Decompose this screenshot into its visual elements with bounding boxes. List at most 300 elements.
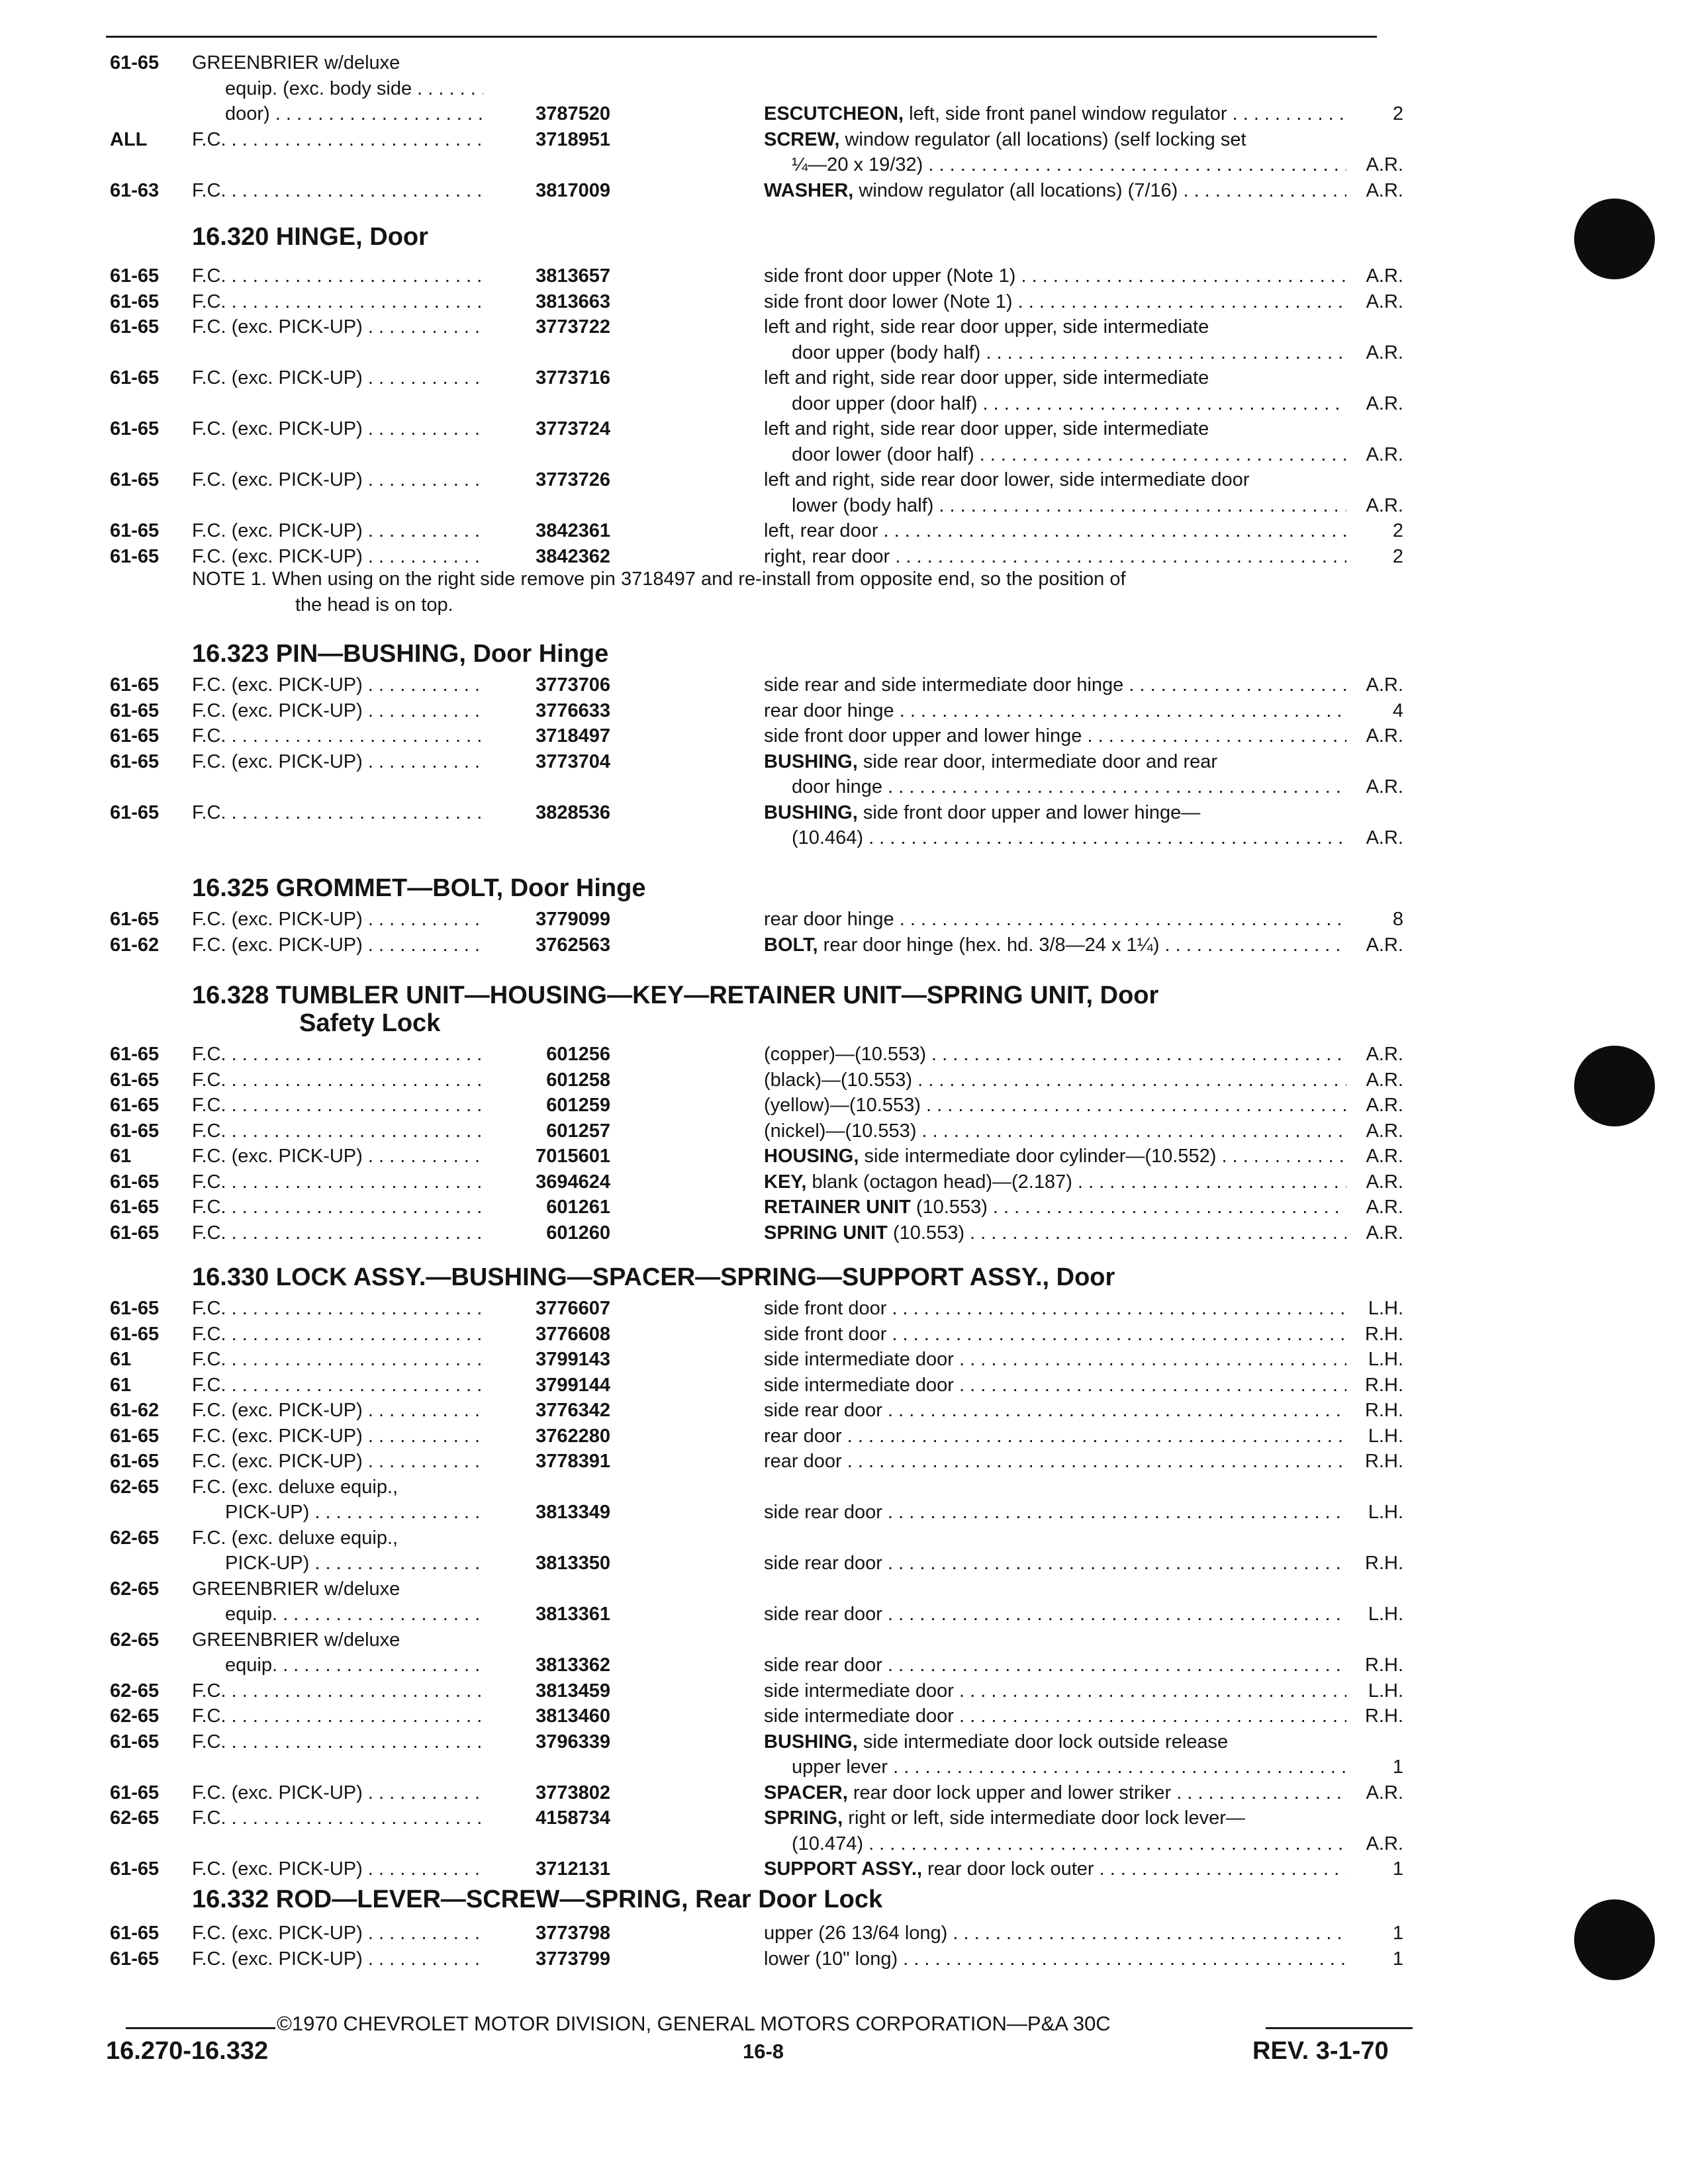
description [764, 1118, 1346, 1144]
quantity: A.R. [1366, 776, 1403, 797]
footer-page-number: 16-8 [743, 2040, 784, 2063]
description-text: right, rear door [764, 545, 890, 567]
model-years: 62-65 [110, 1578, 160, 1600]
description-text: side intermediate door lock outside release [857, 1731, 1229, 1752]
part-number: 3813459 [536, 1680, 610, 1702]
quantity: A.R. [1366, 392, 1403, 414]
application: F.C. . . . [192, 1347, 483, 1372]
description [764, 723, 1346, 749]
description [764, 1551, 1346, 1576]
catalog-row [0, 1347, 1688, 1373]
description-continued: door lower (door half) . . . [792, 442, 1346, 467]
catalog-row [0, 416, 1688, 443]
description-keyword: BUSHING, [764, 801, 858, 823]
part-number: 3842361 [536, 520, 610, 541]
model-years: 62-65 [110, 1807, 160, 1829]
part-number: 3762280 [536, 1425, 610, 1447]
application: F.C. . . . [192, 1220, 483, 1246]
description-text: right or left, side intermediate door lock lever— [843, 1807, 1245, 1829]
catalog-row [0, 101, 1688, 128]
quantity: A.R. [1366, 1120, 1403, 1142]
application: F.C. (exc. deluxe equip., [192, 1527, 399, 1549]
description [764, 416, 1346, 441]
application: F.C. . . . [192, 1678, 483, 1704]
description [764, 263, 1346, 289]
catalog-row [0, 1678, 1688, 1705]
quantity: A.R. [1366, 265, 1403, 287]
catalog-row [0, 1805, 1688, 1832]
catalog-row [0, 1144, 1688, 1170]
quantity: 2 [1392, 103, 1403, 124]
description [764, 127, 1346, 152]
application: F.C. . . . [192, 263, 483, 289]
part-number: 3779099 [536, 909, 610, 930]
application: F.C. . . . [192, 1296, 483, 1321]
description-text: side front door upper (Note 1) [764, 265, 1016, 287]
model-years: 61-65 [110, 1858, 160, 1880]
description-continued: (10.474) . . . [792, 1831, 1346, 1856]
description-text: rear door hinge (hex. hd. 3/8—24 x 1¼) [818, 934, 1160, 956]
section-heading-continued: Safety Lock [299, 1009, 441, 1037]
description [764, 178, 1346, 203]
part-number: 3776608 [536, 1323, 610, 1345]
catalog-row [0, 178, 1688, 205]
quantity: A.R. [1366, 443, 1403, 465]
catalog-row [0, 907, 1688, 933]
catalog-row [0, 1729, 1688, 1756]
section-heading: 16.330 LOCK ASSY.—BUSHING—SPACER—SPRING—SUPPORT ASSY., Door [192, 1263, 1115, 1291]
part-number: 601257 [546, 1120, 610, 1142]
part-number: 601258 [546, 1069, 610, 1091]
catalog-row [0, 152, 1688, 179]
part-number: 4158734 [536, 1807, 610, 1829]
quantity: A.R. [1366, 1197, 1403, 1218]
description-text: side rear door [764, 1655, 882, 1676]
model-years: 61-65 [110, 367, 160, 388]
quantity: R.H. [1365, 1451, 1403, 1472]
description-text: blank (octagon head)—(2.187) [806, 1171, 1072, 1193]
application: F.C. (exc. PICK-UP) . . . [192, 907, 483, 932]
description-text: side intermediate door [764, 1349, 954, 1370]
model-years: 61 [110, 1349, 132, 1370]
part-number: 3778391 [536, 1451, 610, 1472]
description-text: side rear and side intermediate door hinge [764, 674, 1124, 696]
description-continued: (10.464) . . . [792, 825, 1346, 850]
model-years: 61-65 [110, 1425, 160, 1447]
model-years: 62-65 [110, 1680, 160, 1702]
application: F.C. . . . [192, 178, 483, 203]
part-number: 3796339 [536, 1731, 610, 1752]
description [764, 1780, 1346, 1805]
application: F.C. (exc. PICK-UP) . . . [192, 1144, 483, 1169]
model-years: 61-65 [110, 1323, 160, 1345]
catalog-row [0, 1220, 1688, 1247]
application: F.C. . . . [192, 1195, 483, 1220]
application-continued: equip. . . . [225, 1602, 483, 1627]
description [764, 1921, 1346, 1946]
model-years: 61-65 [110, 1923, 160, 1944]
footer-copyright: ©1970 CHEVROLET MOTOR DIVISION, GENERAL MOTORS CORPORATION—P&A 30C [277, 2012, 1111, 2035]
model-years: 61-65 [110, 700, 160, 721]
application: F.C. (exc. deluxe equip., [192, 1476, 399, 1498]
catalog-row [0, 698, 1688, 725]
description-text: (black)—(10.553) [764, 1069, 913, 1091]
catalog-row [0, 1424, 1688, 1450]
application: F.C. (exc. PICK-UP) . . . [192, 467, 483, 492]
catalog-row [0, 50, 1688, 77]
description [764, 289, 1346, 314]
quantity: A.R. [1366, 1833, 1403, 1854]
application: F.C. (exc. PICK-UP) . . . [192, 933, 483, 958]
application: F.C. (exc. PICK-UP) . . . [192, 1780, 483, 1805]
quantity: A.R. [1366, 1069, 1403, 1091]
description-text: (10.553) [910, 1197, 988, 1218]
catalog-row [0, 493, 1688, 520]
application: F.C. . . . [192, 1118, 483, 1144]
catalog-row [0, 314, 1688, 341]
catalog-row [0, 1780, 1688, 1807]
model-years: 61-65 [110, 909, 160, 930]
application: GREENBRIER w/deluxe [192, 1629, 400, 1651]
catalog-row [0, 1856, 1688, 1883]
catalog-row [0, 1754, 1688, 1781]
section-note-continued: the head is on top. [295, 594, 453, 615]
part-number: 3718951 [536, 128, 610, 150]
model-years: 61-65 [110, 1069, 160, 1091]
quantity: R.H. [1365, 1400, 1403, 1421]
part-number: 3799144 [536, 1374, 610, 1396]
description-text: rear door [764, 1425, 842, 1447]
quantity: L.H. [1368, 1349, 1403, 1370]
description-text: side intermediate door cylinder—(10.552) [859, 1146, 1217, 1167]
model-years: 61-65 [110, 1782, 160, 1803]
model-years: 61-65 [110, 316, 160, 338]
part-number: 3773706 [536, 674, 610, 696]
section-heading: 16.328 TUMBLER UNIT—HOUSING—KEY—RETAINER UNIT—SPRING UNIT, Door [192, 981, 1159, 1009]
description [764, 314, 1346, 340]
catalog-row [0, 1169, 1688, 1196]
description [764, 1169, 1346, 1195]
footer-rule-right [1266, 2027, 1413, 2029]
section-note: NOTE 1. When using on the right side remove pin 3718497 and re-install from opposite end, so the position of [192, 569, 1126, 590]
part-number: 3813663 [536, 291, 610, 312]
description-keyword: BOLT, [764, 934, 818, 956]
application: F.C. (exc. PICK-UP) . . . [192, 749, 483, 774]
quantity: L.H. [1368, 1502, 1403, 1523]
application-continued: equip. (exc. body side . . . [225, 76, 483, 101]
quantity: R.H. [1365, 1323, 1403, 1345]
part-number: 3776607 [536, 1298, 610, 1319]
description-keyword: KEY, [764, 1171, 807, 1193]
description-text: side intermediate door [764, 1374, 954, 1396]
part-number: 601256 [546, 1044, 610, 1065]
application-continued: equip. . . . [225, 1653, 483, 1678]
part-number: 3813657 [536, 265, 610, 287]
description-keyword: HOUSING, [764, 1146, 859, 1167]
catalog-row [0, 1500, 1688, 1526]
quantity: A.R. [1366, 827, 1403, 848]
quantity: A.R. [1366, 1222, 1403, 1244]
description-text: (10.553) [887, 1222, 964, 1244]
quantity: 1 [1392, 1948, 1403, 1970]
quantity: L.H. [1368, 1680, 1403, 1702]
quantity: A.R. [1366, 674, 1403, 696]
quantity: A.R. [1366, 494, 1403, 516]
description [764, 1322, 1346, 1347]
description-text: side rear door [764, 1400, 882, 1421]
model-years: 61-65 [110, 1222, 160, 1244]
part-number: 3813361 [536, 1604, 610, 1625]
catalog-row [0, 442, 1688, 469]
quantity: 1 [1392, 1756, 1403, 1778]
catalog-row [0, 467, 1688, 494]
catalog-row [0, 391, 1688, 418]
quantity: A.R. [1366, 1044, 1403, 1065]
footer-section-range: 16.270-16.332 [106, 2037, 269, 2065]
model-years: 61-65 [110, 725, 160, 747]
description-text: side rear door, intermediate door and rear [857, 751, 1218, 772]
part-number: 3813362 [536, 1655, 610, 1676]
description-text: (yellow)—(10.553) [764, 1095, 921, 1116]
description [764, 1220, 1346, 1246]
description-keyword: SCREW, [764, 128, 840, 150]
catalog-row [0, 1602, 1688, 1628]
model-years: 62-65 [110, 1706, 160, 1727]
description [764, 1195, 1346, 1220]
catalog-row [0, 263, 1688, 290]
application: F.C. (exc. PICK-UP) . . . [192, 1946, 483, 1972]
model-years: 61-65 [110, 1120, 160, 1142]
application: GREENBRIER w/deluxe [192, 52, 400, 73]
description-text: upper (26 13/64 long) [764, 1923, 948, 1944]
part-number: 3773724 [536, 418, 610, 439]
description [764, 1373, 1346, 1398]
description-text: (nickel)—(10.553) [764, 1120, 917, 1142]
part-number: 3776633 [536, 700, 610, 721]
application: F.C. . . . [192, 1068, 483, 1093]
description-text: side front door upper and lower hinge [764, 725, 1082, 747]
description [764, 1729, 1346, 1754]
part-number: 3773799 [536, 1948, 610, 1970]
catalog-row [0, 723, 1688, 750]
catalog-row [0, 1093, 1688, 1119]
part-number: 3813350 [536, 1553, 610, 1574]
application: F.C. (exc. PICK-UP) . . . [192, 365, 483, 390]
catalog-row [0, 1704, 1688, 1730]
description-text: left and right, side rear door upper, side intermediate [764, 367, 1209, 388]
description-text: side intermediate door [764, 1680, 954, 1702]
application: F.C. . . . [192, 1093, 483, 1118]
description [764, 698, 1346, 723]
quantity: 1 [1392, 1923, 1403, 1944]
description-keyword: RETAINER UNIT [764, 1197, 911, 1218]
part-number: 3773704 [536, 751, 610, 772]
part-number: 3787520 [536, 103, 610, 124]
model-years: 62-65 [110, 1476, 160, 1498]
description [764, 1946, 1346, 1972]
description [764, 467, 1346, 492]
part-number: 3773722 [536, 316, 610, 338]
description [764, 1068, 1346, 1093]
catalog-row [0, 1653, 1688, 1679]
model-years: 61-65 [110, 1948, 160, 1970]
part-number: 3694624 [536, 1171, 610, 1193]
application: F.C. . . . [192, 1805, 483, 1831]
footer-rule-left [126, 2027, 275, 2029]
description [764, 933, 1346, 958]
description [764, 101, 1346, 126]
application: F.C. (exc. PICK-UP) . . . [192, 698, 483, 723]
description-keyword: SPRING, [764, 1807, 843, 1829]
description [764, 1856, 1346, 1882]
description-text: side rear door [764, 1502, 882, 1523]
description-text: rear door lock upper and lower striker [847, 1782, 1172, 1803]
quantity: A.R. [1366, 154, 1403, 175]
description-text: left and right, side rear door upper, side intermediate [764, 316, 1209, 338]
application: F.C. (exc. PICK-UP) . . . [192, 672, 483, 698]
description-text: window regulator (all locations) (7/16) [853, 179, 1178, 201]
application: F.C. (exc. PICK-UP) . . . [192, 1921, 483, 1946]
description-continued: door upper (door half) . . . [792, 391, 1346, 416]
description-keyword: SUPPORT ASSY., [764, 1858, 923, 1880]
description-text: rear door lock outer [922, 1858, 1094, 1880]
part-number: 3828536 [536, 801, 610, 823]
catalog-row [0, 1296, 1688, 1322]
description [764, 365, 1346, 390]
part-number: 601261 [546, 1197, 610, 1218]
section-heading: 16.323 PIN—BUSHING, Door Hinge [192, 640, 609, 668]
description-text: left and right, side rear door lower, side intermediate door [764, 469, 1250, 490]
quantity: A.R. [1366, 934, 1403, 956]
quantity: A.R. [1366, 1146, 1403, 1167]
model-years: 61 [110, 1146, 132, 1167]
section-heading: 16.325 GROMMET—BOLT, Door Hinge [192, 874, 646, 902]
catalog-row [0, 1946, 1688, 1973]
catalog-row [0, 800, 1688, 827]
model-years: 61-65 [110, 801, 160, 823]
application-continued: PICK-UP) . . . [225, 1500, 483, 1525]
application: F.C. (exc. PICK-UP) . . . [192, 1424, 483, 1449]
application: GREENBRIER w/deluxe [192, 1578, 400, 1600]
description-text: left, side front panel window regulator [904, 103, 1227, 124]
catalog-row [0, 1831, 1688, 1858]
model-years: 61-65 [110, 265, 160, 287]
quantity: A.R. [1366, 725, 1403, 747]
model-years: 61-63 [110, 179, 160, 201]
catalog-row [0, 289, 1688, 316]
description-text: rear door [764, 1451, 842, 1472]
section-heading: 16.332 ROD—LEVER—SCREW—SPRING, Rear Door Lock [192, 1886, 883, 1913]
catalog-row [0, 1398, 1688, 1424]
model-years: 61-65 [110, 1731, 160, 1752]
model-years: 61-65 [110, 751, 160, 772]
description [764, 1602, 1346, 1627]
part-number: 3773798 [536, 1923, 610, 1944]
description-keyword: SPACER, [764, 1782, 848, 1803]
description [764, 1449, 1346, 1474]
description [764, 1398, 1346, 1423]
description [764, 672, 1346, 698]
catalog-row [0, 1525, 1688, 1552]
quantity: A.R. [1366, 179, 1403, 201]
quantity: A.R. [1366, 291, 1403, 312]
part-number: 3799143 [536, 1349, 610, 1370]
catalog-row [0, 340, 1688, 367]
description-text: (copper)—(10.553) [764, 1044, 926, 1065]
quantity: L.H. [1368, 1298, 1403, 1319]
quantity: R.H. [1365, 1553, 1403, 1574]
description [764, 1805, 1346, 1831]
catalog-row [0, 749, 1688, 776]
description [764, 1424, 1346, 1449]
application: F.C. . . . [192, 723, 483, 749]
description-text: rear door hinge [764, 700, 894, 721]
application: F.C. . . . [192, 800, 483, 825]
part-number: 3712131 [536, 1858, 610, 1880]
catalog-row [0, 825, 1688, 852]
catalog-row [0, 1921, 1688, 1947]
description [764, 544, 1346, 569]
description-text: left, rear door [764, 520, 878, 541]
model-years: 61-65 [110, 291, 160, 312]
description-text: side rear door [764, 1553, 882, 1574]
description [764, 1500, 1346, 1525]
catalog-row [0, 127, 1688, 154]
application: F.C. (exc. PICK-UP) . . . [192, 1398, 483, 1423]
part-number: 3776342 [536, 1400, 610, 1421]
quantity: L.H. [1368, 1425, 1403, 1447]
model-years: 61-65 [110, 469, 160, 490]
description-continued: ¼—20 x 19/32) . . . [792, 152, 1346, 177]
top-rule [106, 36, 1377, 38]
application: F.C. (exc. PICK-UP) . . . [192, 1449, 483, 1474]
description [764, 749, 1346, 774]
quantity: 4 [1392, 700, 1403, 721]
application: F.C. . . . [192, 127, 483, 152]
description-text: side front door [764, 1323, 887, 1345]
model-years: 61-65 [110, 52, 160, 73]
quantity: 2 [1392, 545, 1403, 567]
description-text: side front door lower (Note 1) [764, 291, 1013, 312]
description-continued: door hinge . . . [792, 774, 1346, 799]
quantity: A.R. [1366, 1782, 1403, 1803]
part-number: 3773726 [536, 469, 610, 490]
catalog-row [0, 1576, 1688, 1603]
quantity: R.H. [1365, 1706, 1403, 1727]
description-keyword: WASHER, [764, 179, 854, 201]
description-continued: door upper (body half) . . . [792, 340, 1346, 365]
application: F.C. (exc. PICK-UP) . . . [192, 1856, 483, 1882]
description-text: lower (10" long) [764, 1948, 898, 1970]
model-years: 61-65 [110, 520, 160, 541]
part-number: 3813460 [536, 1706, 610, 1727]
application: F.C. . . . [192, 1322, 483, 1347]
description-text: side rear door [764, 1604, 882, 1625]
part-number: 3813349 [536, 1502, 610, 1523]
catalog-row [0, 365, 1688, 392]
description [764, 518, 1346, 543]
model-years: 61 [110, 1374, 132, 1396]
quantity: A.R. [1366, 1171, 1403, 1193]
model-years: 62-65 [110, 1629, 160, 1651]
description-keyword: SPRING UNIT [764, 1222, 888, 1244]
application: F.C. (exc. PICK-UP) . . . [192, 518, 483, 543]
quantity: A.R. [1366, 1095, 1403, 1116]
part-number: 3773802 [536, 1782, 610, 1803]
model-years: 61-65 [110, 1171, 160, 1193]
catalog-row [0, 1373, 1688, 1399]
application: F.C. (exc. PICK-UP) . . . [192, 416, 483, 441]
